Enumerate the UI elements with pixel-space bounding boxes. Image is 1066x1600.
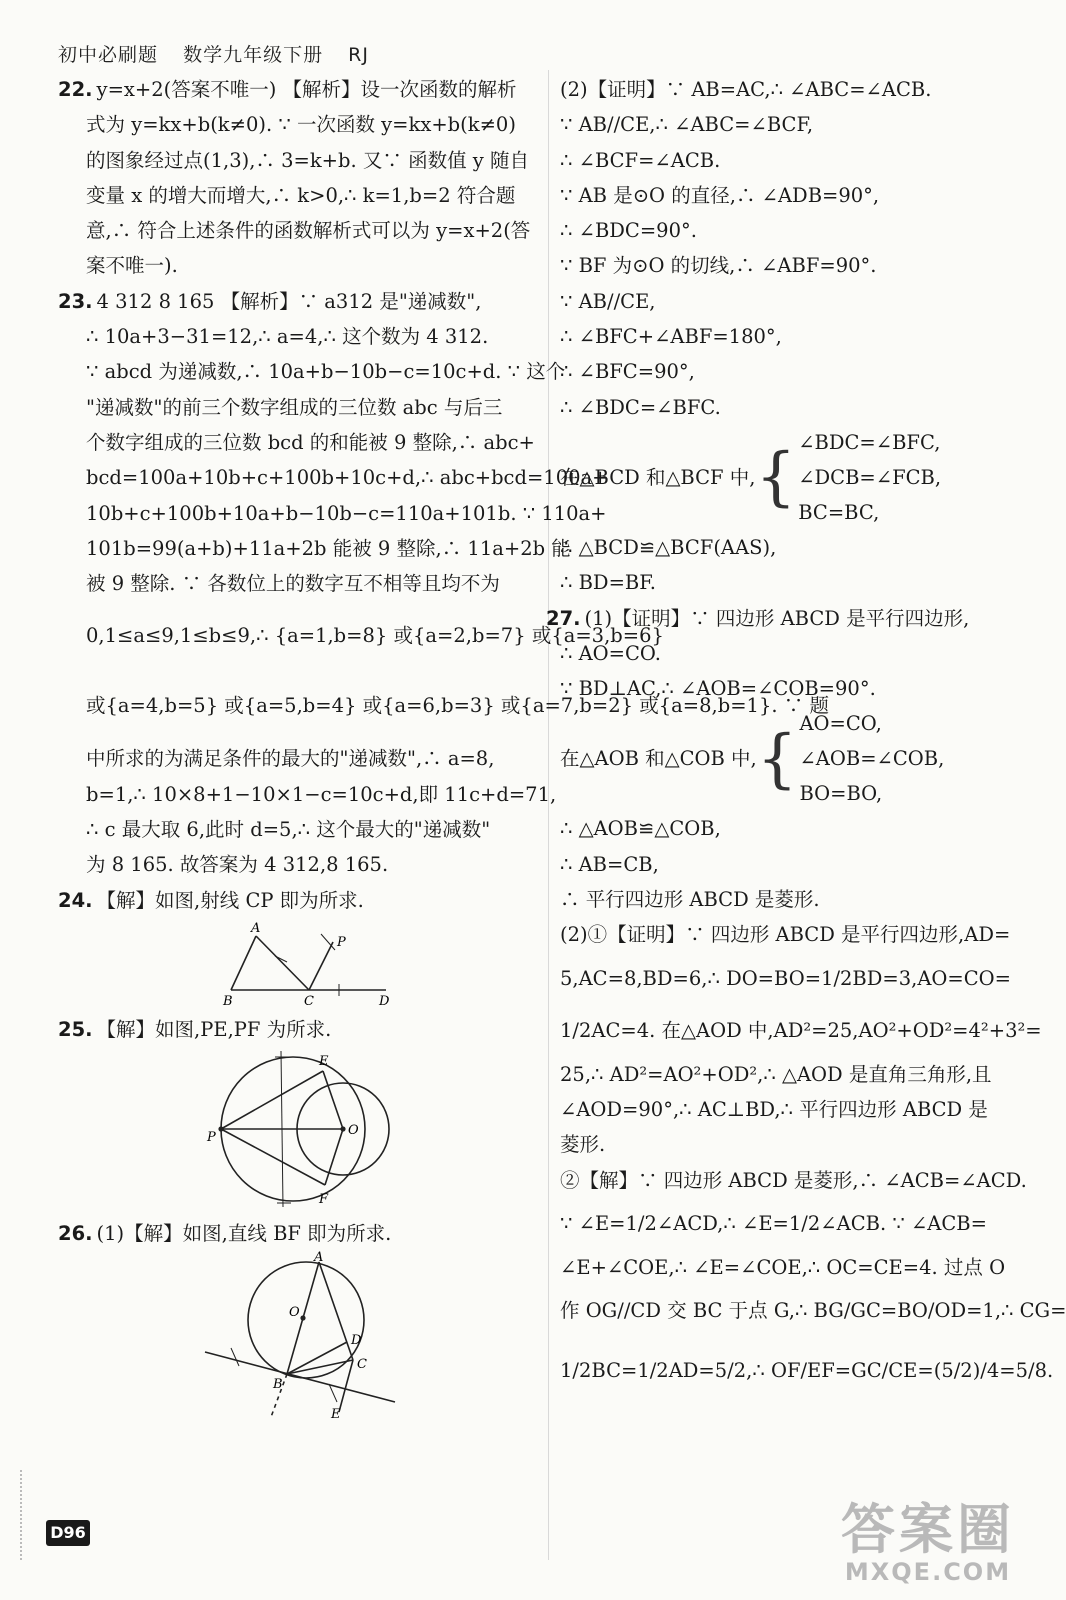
q27-line: ∴ AO=CO. [560, 641, 661, 665]
system-condition: ∠BDC=∠BFC, [798, 430, 941, 454]
system-condition: AO=CO, [799, 712, 882, 736]
q26-p2-line: ∴ ∠BFC=90°, [560, 360, 695, 384]
q27-line: 菱形. [560, 1133, 606, 1157]
q23-number: 23. [58, 289, 93, 313]
q23-line: bcd=100a+10b+c+100b+10c+d,∴ abc+bcd=100a+ [86, 466, 609, 490]
q22-line: 的图象经过点(1,3),∴ 3=k+b. 又∵ 函数值 y 随自 [86, 148, 530, 172]
fig25-label-f: F [318, 1192, 328, 1208]
q22-line: 意,∴ 符合上述条件的函数解析式可以为 y=x+2(答 [86, 219, 531, 243]
system-condition: BO=BO, [799, 782, 883, 806]
q23-line: ∴ c 最大取 6,此时 d=5,∴ 这个最大的"递减数" [86, 818, 491, 842]
fig26-label-a: A [313, 1249, 323, 1265]
watermark-url: MXQE.COM [844, 1558, 1012, 1586]
q23-line: 或{a=4,b=5} 或{a=5,b=4} 或{a=6,b=3} 或{a=7,b=2} 或{a=8,b=1}. ∵ 题 [86, 694, 829, 718]
q27-line: 1/2BC=1/2AD=5/2,∴ OF/EF=GC/CE=(5/2)/4=5/8. [560, 1359, 1054, 1383]
fig25-label-o: O [347, 1123, 359, 1139]
fig24-label-d: D [378, 993, 389, 1009]
right-column [546, 72, 1066, 1405]
watermark-text: 答案圈 [841, 1498, 1015, 1561]
fig26-label-b: B [272, 1376, 283, 1392]
q27-line: 1/2AC=4. 在△AOD 中,AD²=25,AO²+OD²=4²+3²= [560, 1018, 1042, 1042]
q22-block [58, 72, 543, 284]
q22-number: 22. [58, 78, 93, 101]
q27-line: 作 OG//CD 交 BC 于点 G,∴ BG/GC=BO/OD=1,∴ CG= [560, 1299, 1066, 1323]
q26-p2-line: ∴ ∠BDC=∠BFC. [560, 395, 721, 419]
page-number: D96 [46, 1520, 90, 1546]
tangent-pf [221, 1129, 325, 1185]
column-divider [548, 70, 549, 1560]
q23-line: b=1,∴ 10×8+1−10×1−c=10c+d,即 11c+d=71, [86, 782, 557, 806]
fig26-label-o: O [288, 1304, 300, 1320]
q23-line: 0,1≤a≤9,1≤b≤9,∴ {a=1,b=8} 或{a=2,b=7} 或{a=3,b=6} [86, 624, 664, 648]
q23-line: 101b=99(a+b)+11a+2b 能被 9 整除,∴ 11a+2b 能 [86, 536, 571, 560]
congruence-system-2: 在△AOB 和△COB 中, { AO=CO, ∠AOB=∠COB, BO=BO, [560, 706, 1015, 811]
fig26-label-e: E [330, 1406, 340, 1422]
q23-line: ∵ abcd 为递减数,∴ 10a+b−10b−c=10c+d. ∵ 这个 [86, 360, 566, 384]
system-label: 在△AOB 和△COB 中, [560, 747, 757, 771]
q27-line: ∠AOD=90°,∴ AC⊥BD,∴ 平行四边形 ABCD 是 [560, 1097, 988, 1121]
q27-line: (2)①【证明】∵ 四边形 ABCD 是平行四边形,AD= [560, 923, 1011, 947]
q22-line: 变量 x 的增大而增大,∴ k>0,∴ k=1,b=2 符合题 [86, 183, 516, 207]
q26-p2-line: ∵ BF 为⊙O 的切线,∴ ∠ABF=90°. [560, 254, 877, 278]
segment-ac [319, 1262, 353, 1360]
q26-p2-line: ∵ AB//CE,∴ ∠ABC=∠BCF, [560, 113, 814, 137]
q22-line: 案不唯一). [86, 254, 178, 278]
figure-25 [201, 1047, 401, 1212]
q27-line: ∵ BD⊥AC,∴ ∠AOB=∠COB=90°. [560, 677, 876, 701]
fig25-label-e: E [318, 1054, 328, 1070]
q27-number: 27. [546, 606, 581, 630]
line-ce [339, 1360, 353, 1412]
q23-line: 4 312 8 165 【解析】∵ a312 是"递减数", [96, 289, 482, 313]
q27-line: 5,AC=8,BD=6,∴ DO=BO=1/2BD=3,AO=CO= [560, 966, 1011, 990]
q27-line: (1)【证明】∵ 四边形 ABCD 是平行四边形, [584, 606, 970, 630]
segment-ac [256, 936, 309, 990]
fig24-label-a: A [250, 920, 260, 936]
q23-line: ∴ 10a+3−31=12,∴ a=4,∴ 这个数为 4 312. [86, 325, 489, 349]
q23-line: 中所求的为满足条件的最大的"递减数",∴ a=8, [86, 747, 495, 771]
system-label: 在△BCD 和△BCF 中, [560, 465, 756, 489]
q23-line: 被 9 整除. ∵ 各数位上的数字互不相等且均不为 [86, 572, 500, 596]
q27-line: ∠E+∠COE,∴ ∠E=∠COE,∴ OC=CE=4. 过点 O [560, 1255, 1006, 1279]
fig25-label-p: P [206, 1130, 216, 1146]
q27-line: ∴ △AOB≌△COB, [560, 817, 721, 841]
q24-text: 【解】如图,射线 CP 即为所求. [96, 888, 364, 912]
q26-p2-line: ∵ AB//CE, [560, 289, 656, 313]
q26-p2-line: ∴ ∠BFC+∠ABF=180°, [560, 325, 782, 349]
book-title: 初中必刷题 [58, 44, 159, 66]
fig24-label-c: C [303, 993, 314, 1009]
figure-26 [201, 1249, 401, 1422]
figure-24 [211, 918, 391, 1008]
q26-number: 26. [58, 1222, 93, 1246]
congruence-system-1: 在△BCD 和△BCF 中, { ∠BDC=∠BFC, ∠DCB=∠FCB, BC=BC, [560, 425, 1015, 530]
q26-p2-line: ∴ △BCD≌△BCF(AAS), [560, 535, 777, 559]
edition: RJ [348, 44, 369, 66]
q26-p2-line: ∴ BD=BF. [560, 571, 656, 595]
q22-line: y=x+2(答案不唯一) 【解析】设一次函数的解析 [96, 78, 517, 101]
fig26-label-d: D [350, 1332, 361, 1348]
q26-p2-line: ∴ ∠BCF=∠ACB. [560, 148, 721, 172]
q27-line: ∴ 平行四边形 ABCD 是菱形. [560, 888, 820, 912]
q25-text: 【解】如图,PE,PF 为所求. [96, 1017, 332, 1041]
page-header [58, 40, 387, 67]
q26-p2-line: (2)【证明】∵ AB=AC,∴ ∠ABC=∠ACB. [560, 78, 932, 101]
margin-dots [20, 1470, 28, 1560]
ray-cp [309, 942, 333, 990]
q26-text: (1)【解】如图,直线 BF 即为所求. [96, 1222, 392, 1246]
q26-part2-block [560, 72, 1015, 601]
q27-line: ∴ AB=CB, [560, 852, 659, 876]
fig24-label-b: B [222, 993, 233, 1009]
system-condition: BC=BC, [798, 500, 880, 524]
segment-ab [231, 936, 256, 990]
fig24-label-p: P [336, 934, 346, 950]
q23-line: "递减数"的前三个数字组成的三位数 abc 与后三 [86, 395, 503, 419]
q27-line: ∵ ∠E=1/2∠ACD,∴ ∠E=1/2∠ACB. ∵ ∠ACB= [560, 1211, 987, 1235]
subject-title: 数学九年级下册 [183, 44, 324, 66]
system-condition: ∠DCB=∠FCB, [798, 465, 942, 489]
system-condition: ∠AOB=∠COB, [799, 747, 945, 771]
q23-line: 10b+c+100b+10a+b−10b−c=110a+101b. ∵ 110a+ [86, 501, 607, 525]
q23-line: 为 8 165. 故答案为 4 312,8 165. [86, 853, 389, 877]
q23-line: 个数字组成的三位数 bcd 的和能被 9 整除,∴ abc+ [86, 430, 535, 454]
fig26-label-c: C [356, 1356, 367, 1372]
q26-p2-line: ∵ AB 是⊙O 的直径,∴ ∠ADB=90°, [560, 183, 880, 207]
q27-line: ②【解】∵ 四边形 ABCD 是菱形,∴ ∠ACB=∠ACD. [560, 1168, 1027, 1192]
q27-block [546, 601, 1066, 1406]
q27-line: 25,∴ AD²=AO²+OD²,∴ △AOD 是直角三角形,且 [560, 1062, 992, 1086]
q26-p2-line: ∴ ∠BDC=90°. [560, 219, 697, 243]
watermark [841, 1498, 1015, 1586]
q22-line: 式为 y=kx+b(k≠0). ∵ 一次函数 y=kx+b(k≠0) [86, 113, 516, 137]
q25-number: 25. [58, 1017, 93, 1041]
q24-number: 24. [58, 888, 93, 912]
